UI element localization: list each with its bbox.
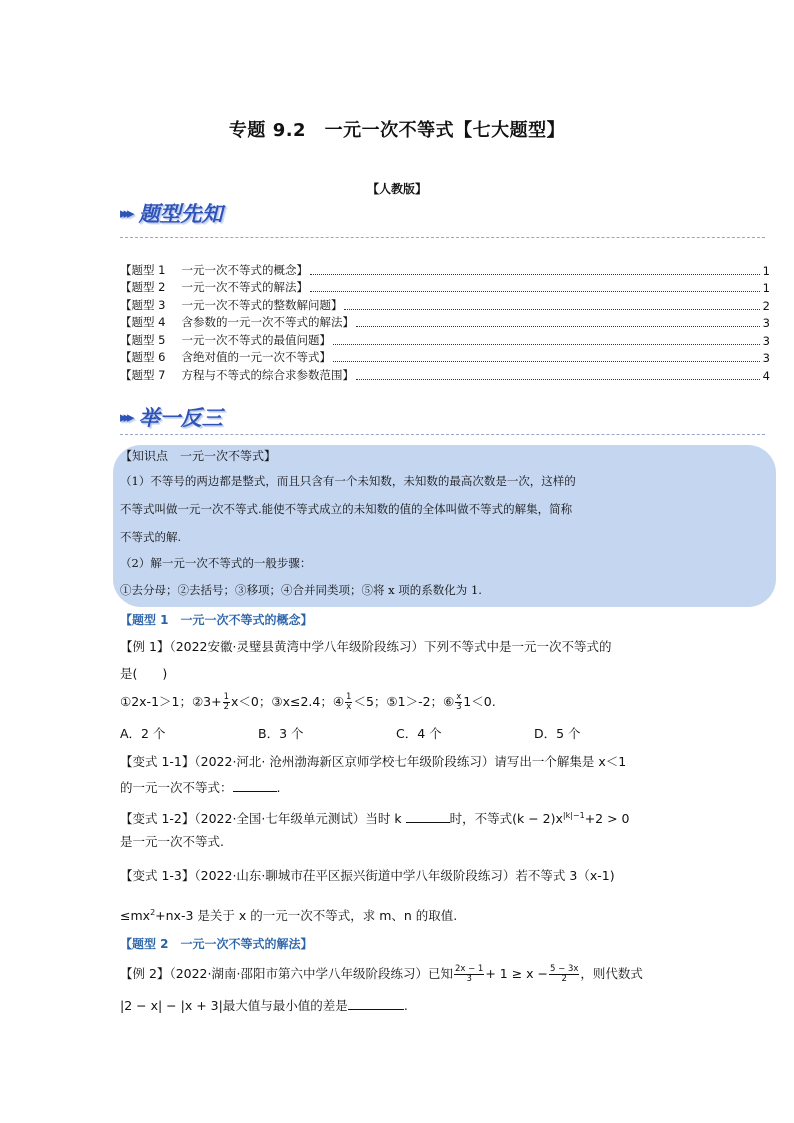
toc-page: 3 <box>762 316 770 330</box>
example-2-question-cont: |2 − x| − |x + 3|最大值与最小值的差是 . <box>120 998 408 1013</box>
section-heading: 【题型 2 一元一次不等式的解法】 <box>120 937 313 951</box>
answer-blank[interactable] <box>348 997 404 1010</box>
section-heading: 【题型 1 一元一次不等式的概念】 <box>120 613 313 627</box>
toc-title: 一元一次不等式的最值问题】 <box>181 332 331 347</box>
choices <box>120 724 672 744</box>
knowledge-line: ①去分母；②去括号；③移项；④合并同类项；⑤将 x 项的系数化为 1. <box>120 583 482 597</box>
toc-page: 3 <box>762 333 770 348</box>
variant-1-1: 【变式 1-1】（2022·河北· 沧州渤海新区京师学校七年级阶段练习）请写出一个解集是 x＜1 <box>120 754 627 769</box>
example-label: 【例 1】 <box>120 639 170 654</box>
leader-dots <box>310 273 760 275</box>
leader-dots <box>333 343 760 345</box>
toc-title: 一元一次不等式的整数解问题】 <box>181 297 343 312</box>
triple-arrow-icon: ▸▸▸ <box>120 204 131 222</box>
choice-c[interactable]: C．4 个 <box>396 726 442 741</box>
toc-code: 【题型 3 <box>120 297 166 312</box>
example-1-question <box>120 637 770 657</box>
fraction: $\frac{5 - 3x}{2}$ <box>550 964 579 984</box>
leader-dots <box>310 290 760 292</box>
choice-a[interactable]: A．2 个 <box>120 726 166 741</box>
edition-label: 【人教版】 <box>366 182 427 196</box>
toc-code: 【题型 7 <box>120 367 166 382</box>
toc-title: 含绝对值的一元一次不等式】 <box>181 350 331 364</box>
example-text: 下列不等式中是一元一次不等式的 <box>423 639 612 654</box>
toc-code: 【题型 4 <box>120 315 166 329</box>
toc-title: 一元一次不等式的解法】 <box>181 280 308 294</box>
toc-item[interactable] <box>120 313 770 331</box>
fraction: $\frac{1}{x}$ <box>346 692 352 712</box>
variant-1-3-cont: $\le mx^2+nx-3$ 是关于 x 的一元一次不等式，求 m、n 的取值. <box>120 908 458 924</box>
toc-item[interactable] <box>120 295 770 313</box>
toc-code: 【题型 5 <box>120 332 166 347</box>
toc-title: 含参数的一元一次不等式的解法】 <box>181 315 354 329</box>
leader-dots <box>344 308 760 310</box>
table-of-contents <box>120 260 770 383</box>
divider <box>120 434 765 435</box>
leader-dots <box>333 360 760 362</box>
fraction: $\frac{2x - 1}{3}$ <box>454 964 484 984</box>
toc-code: 【题型 2 <box>120 280 166 294</box>
variant-1-2-cont: 是一元一次不等式. <box>120 834 224 849</box>
variant-1-2: 【变式 1-2】（2022·全国·七年级单元测试）当时 k 时，不等式$(k - 2)x^{|k|-1}+2 > 0$ <box>120 811 630 827</box>
toc-page: 2 <box>762 298 770 313</box>
knowledge-label: 【知识点 一元一次不等式】 <box>120 449 277 463</box>
toc-page: 1 <box>762 263 770 278</box>
toc-page: 4 <box>762 368 770 383</box>
variant-1-1-cont: 的一元一次不等式： . <box>120 780 281 795</box>
choice-d[interactable]: D．5 个 <box>534 726 581 741</box>
knowledge-line: 不等式的解. <box>120 530 182 544</box>
page-title: 专题 9.2 一元一次不等式【七大题型】 <box>228 120 566 141</box>
toc-item[interactable] <box>120 260 770 278</box>
triple-arrow-icon: ▸▸▸ <box>120 408 131 426</box>
toc-page: 1 <box>762 281 770 295</box>
practice-banner <box>120 402 223 432</box>
toc-item[interactable] <box>120 278 770 296</box>
toc-title: 方程与不等式的综合求参数范围】 <box>181 367 354 382</box>
toc-item[interactable] <box>120 348 770 366</box>
leader-dots <box>356 378 760 380</box>
example-source: （2022安徽·灵璧县黄湾中学八年级阶段练习） <box>169 639 424 654</box>
toc-code: 【题型 1 <box>120 262 166 277</box>
practice-banner-label: 举一反三 <box>138 405 223 430</box>
answer-blank[interactable] <box>233 779 277 792</box>
toc-banner <box>120 198 223 228</box>
toc-title: 一元一次不等式的概念】 <box>181 262 308 277</box>
leader-dots <box>356 325 760 327</box>
item-text: x＜0；③x≤2.4；④ <box>231 694 345 709</box>
toc-page: 3 <box>762 351 770 365</box>
item-text: ①2x-1＞1；②3+ <box>120 694 222 709</box>
item-text: 1＜0. <box>463 694 496 709</box>
knowledge-line: 不等式叫做一元一次不等式.能使不等式成立的未知数的值的全体叫做不等式的解集，简称 <box>120 502 573 516</box>
toc-code: 【题型 6 <box>120 350 166 364</box>
variant-1-3: 【变式 1-3】（2022·山东·聊城市茌平区振兴街道中学八年级阶段练习）若不等式 3（x-1) <box>120 868 615 883</box>
example-2-question: 【例 2】（2022·湖南·邵阳市第六中学八年级阶段练习）已知 $\frac{2x - 1}{3}$ + 1 ≥ x − $\frac{5 - 3x}{2}$ ，则代数式 <box>120 964 643 984</box>
answer-blank[interactable] <box>406 810 450 823</box>
toc-banner-label: 题型先知 <box>138 201 223 226</box>
choice-b[interactable]: B．3 个 <box>258 726 304 741</box>
example-1-items <box>120 692 496 712</box>
divider <box>120 237 765 238</box>
item-text: ＜5；⑤1＞-2；⑥ <box>353 694 455 709</box>
fraction: $\frac{1}{2}$ <box>223 692 230 712</box>
toc-item[interactable] <box>120 365 770 383</box>
knowledge-line: （2）解一元一次不等式的一般步骤： <box>120 556 312 570</box>
example-1-question-cont: 是( ) <box>120 666 168 681</box>
knowledge-line: （1）不等号的两边都是整式，而且只含有一个未知数，未知数的最高次数是一次，这样的 <box>120 474 576 488</box>
toc-item[interactable] <box>120 330 770 348</box>
fraction: $\frac{x}{3}$ <box>456 692 462 712</box>
